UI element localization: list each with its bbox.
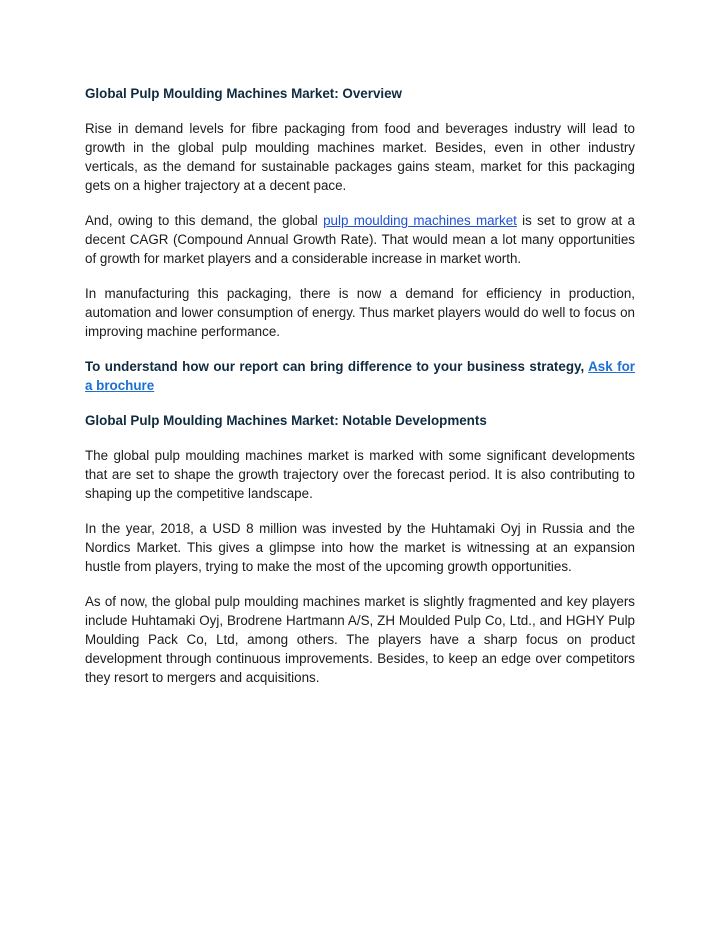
overview-paragraph-3: In manufacturing this packaging, there is now a demand for efficiency in production, automation and lower consumption of energy. Thus market players would do well to focus on improving machine performance.	[85, 286, 635, 339]
developments-paragraph-3: As of now, the global pulp moulding machines market is slightly fragmented and key players include Huhtamaki Oyj, Brodrene Hartmann A/S, ZH Moulded Pulp Co, Ltd., and HGHY Pulp Moulding Pack Co, Ltd, among others. The players have a sharp focus on product development through continuous improvements. Besides, to keep an edge over competitors they resort to mergers and acquisitions.	[85, 594, 635, 685]
document-page	[85, 84, 635, 703]
cta-text: To understand how our report can bring difference to your business strategy,	[85, 359, 589, 374]
developments-paragraph-1: The global pulp moulding machines market is marked with some significant developments that are set to shape the growth trajectory over the forecast period. It is also contributing to shaping up the competitive landscape.	[85, 448, 635, 501]
market-link[interactable]: pulp moulding machines market	[323, 213, 517, 228]
developments-paragraph-2: In the year, 2018, a USD 8 million was invested by the Huhtamaki Oyj in Russia and the Nordics Market. This gives a glimpse into how the market is witnessing at an expansion hustle from players, trying to make the most of the upcoming growth opportunities.	[85, 521, 635, 574]
overview-paragraph-1: Rise in demand levels for fibre packaging from food and beverages industry will lead to growth in the global pulp moulding machines market. Besides, even in other industry verticals, as the demand for sustainable packages gains steam, market for this packaging gets on a higher trajectory at a decent pace.	[85, 121, 635, 193]
brochure-cta	[85, 357, 635, 395]
paragraph-text: is set to grow at a decent CAGR (Compound Annual Growth Rate). That would mean a lot many opportunities of growth for market players and a considerable increase in market worth.	[85, 213, 635, 266]
overview-paragraph-2	[85, 211, 635, 268]
developments-heading: Global Pulp Moulding Machines Market: Notable Developments	[85, 413, 487, 428]
ask-brochure-link[interactable]: Ask for a brochure	[85, 359, 635, 393]
paragraph-text: And, owing to this demand, the global	[85, 213, 324, 228]
overview-heading: Global Pulp Moulding Machines Market: Overview	[85, 86, 402, 101]
